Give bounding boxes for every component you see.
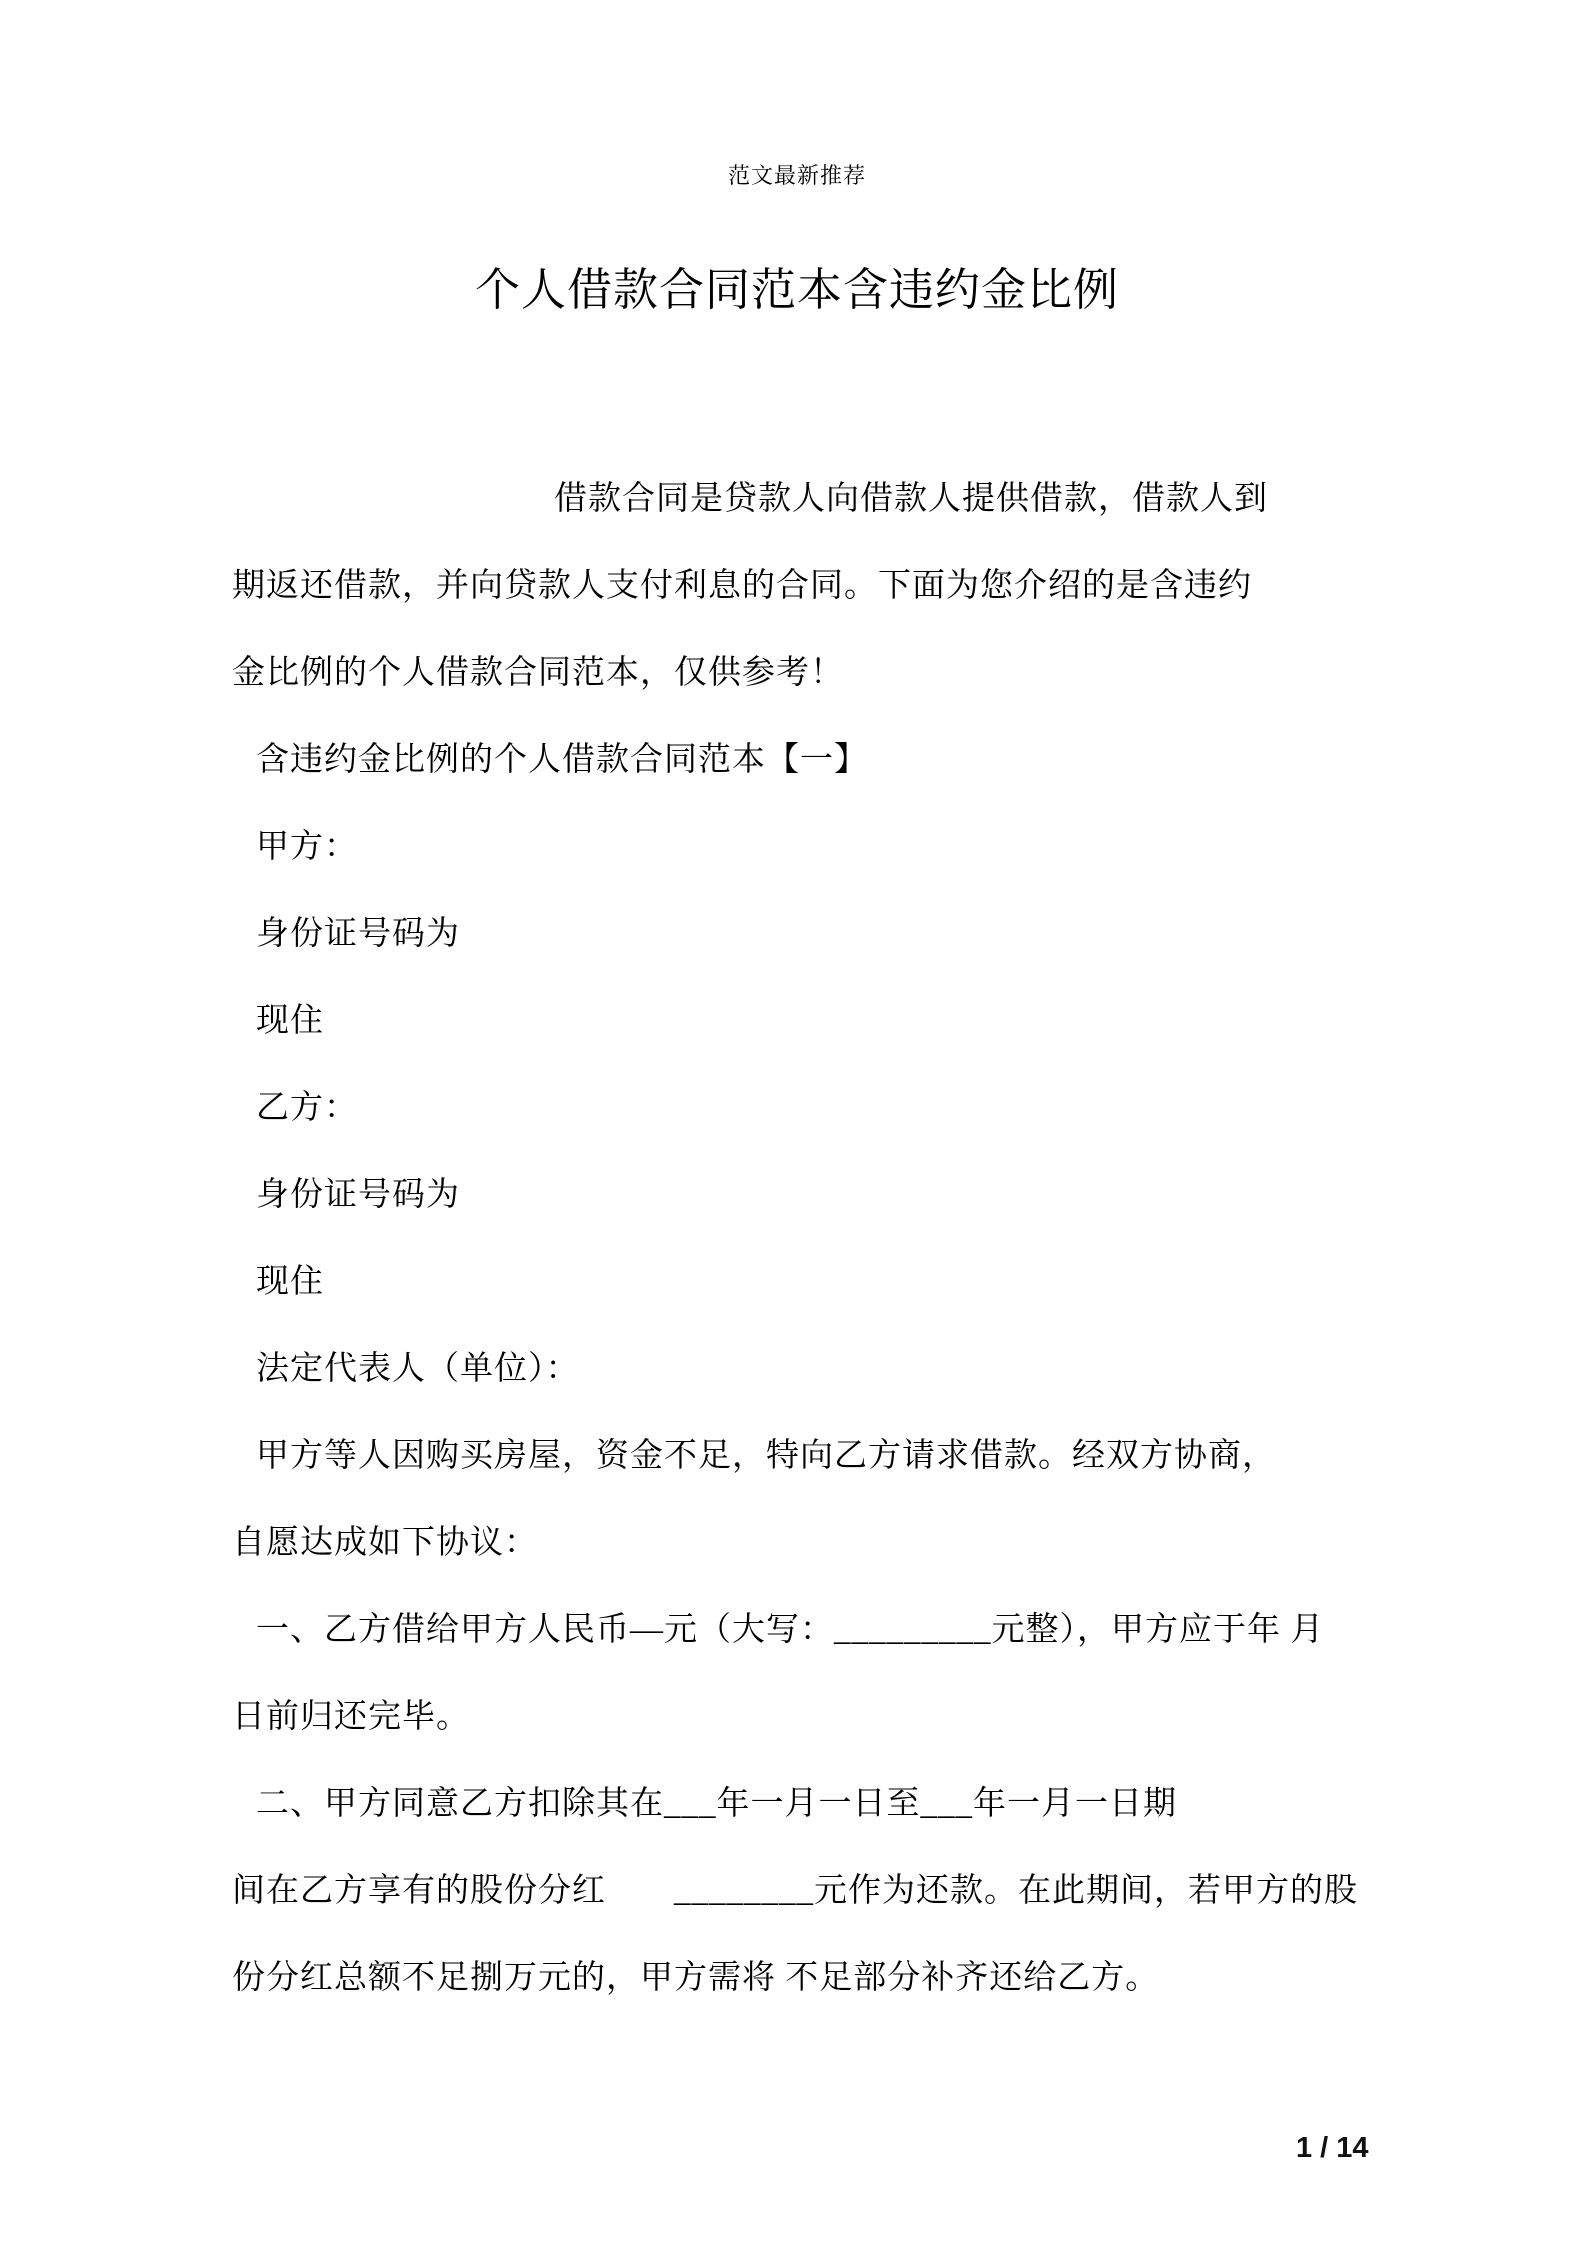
header-note: 范文最新推荐 bbox=[727, 163, 866, 188]
body-line: 法定代表人（单位）： bbox=[256, 1351, 580, 1387]
body-line: 二、甲方同意乙方扣除其在___年一月一日至___年一月一日期 bbox=[256, 1786, 1177, 1822]
body-line: 一、乙方借给甲方人民币—元（大写：_________元整），甲方应于年 月 bbox=[256, 1612, 1325, 1648]
body-line: 间在乙方享有的股份分红 ________元作为还款。在此期间，若甲方的股 bbox=[232, 1873, 1358, 1909]
body-line: 甲方： bbox=[256, 829, 358, 865]
body-line: 日前归还完毕。 bbox=[232, 1699, 470, 1735]
body-line: 乙方： bbox=[256, 1090, 358, 1126]
page-number: 1 / 14 bbox=[1296, 2132, 1369, 2164]
body-line: 含违约金比例的个人借款合同范本【一】 bbox=[256, 742, 868, 778]
body-line: 身份证号码为 bbox=[256, 916, 460, 952]
body-line: 现住 bbox=[256, 1264, 324, 1300]
body-line: 自愿达成如下协议： bbox=[232, 1525, 538, 1561]
body-line: 期返还借款，并向贷款人支付利息的合同。下面为您介绍的是含违约 bbox=[232, 568, 1252, 604]
body-line: 现住 bbox=[256, 1003, 324, 1039]
body-line: 甲方等人因购买房屋，资金不足，特向乙方请求借款。经双方协商， bbox=[256, 1438, 1276, 1474]
document-title: 个人借款合同范本含违约金比例 bbox=[474, 265, 1119, 315]
body-line: 金比例的个人借款合同范本，仅供参考！ bbox=[232, 655, 844, 691]
document-body bbox=[232, 456, 1362, 2022]
body-line: 借款合同是贷款人向借款人提供借款，借款人到 bbox=[554, 481, 1268, 517]
body-line: 身份证号码为 bbox=[256, 1177, 460, 1213]
body-line: 份分红总额不足捌万元的，甲方需将 不足部分补齐还给乙方。 bbox=[232, 1960, 1160, 1996]
